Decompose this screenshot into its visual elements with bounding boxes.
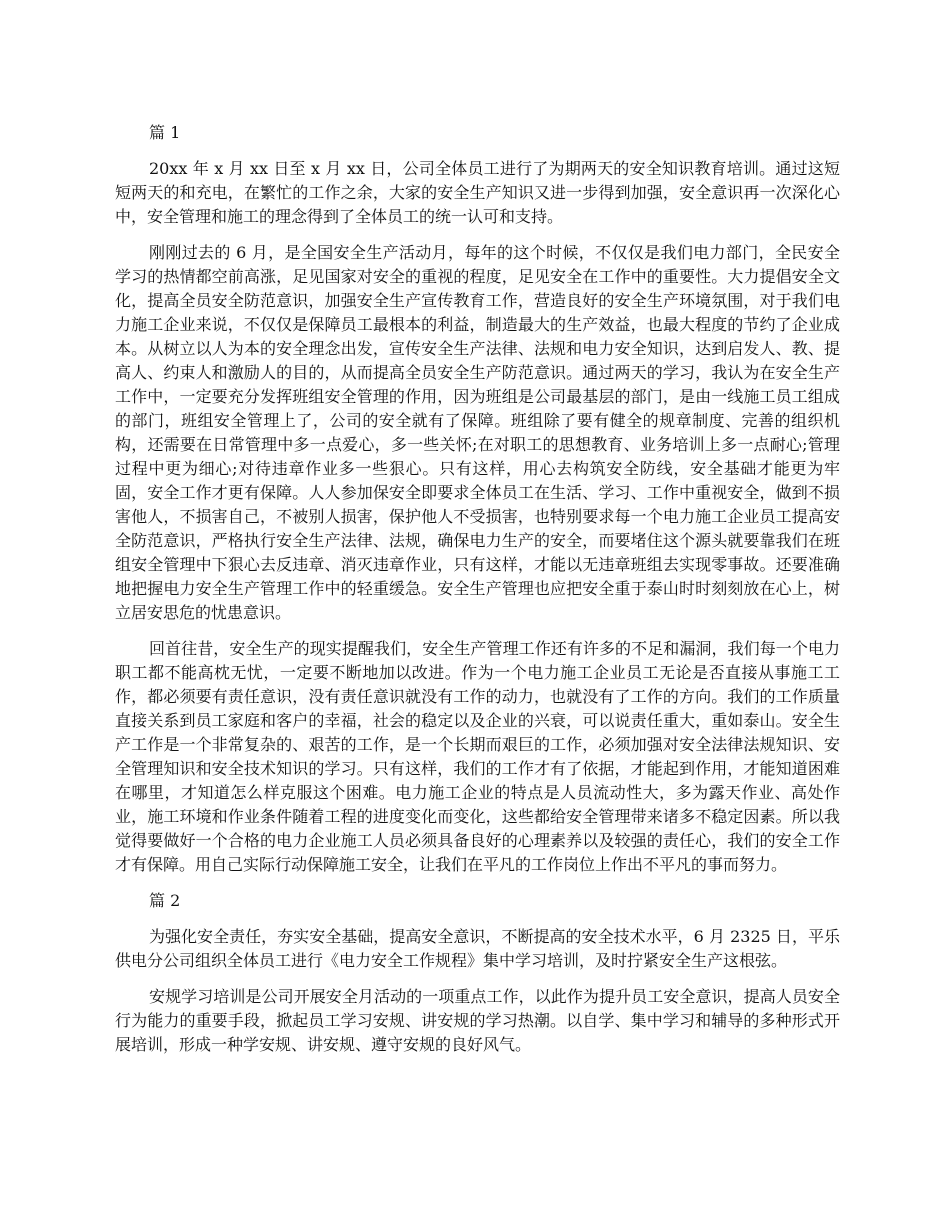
section-heading-2: 篇 2 (149, 891, 181, 910)
document-page (115, 121, 840, 1069)
section-2-paragraph-2: 安规学习培训是公司开展安全月活动的一项重点工作，以此作为提升员工安全意识，提高人员安全行为能力的重要手段，掀起员工学习安规、讲安规的学习热潮。以自学、集中学习和辅导的多种形式开展培训，形成一种学安规、讲安规、遵守安规的良好风气。 (115, 987, 840, 1054)
section-2-paragraph-1: 为强化安全责任，夯实安全基础，提高安全意识，不断提高的安全技术水平，6 月 2325 日，平乐供电分公司组织全体员工进行《电力安全工作规程》集中学习培训，及时拧紧安全生产这根弦。 (115, 927, 840, 970)
section-1-paragraph-1: 20xx 年 x 月 xx 日至 x 月 xx 日，公司全体员工进行了为期两天的安全知识教育培训。通过这短短两天的和充电，在繁忙的工作之余，大家的安全生产知识又进一步得到加强，安全意识再一次深化心中，安全管理和施工的理念得到了全体员工的统一认可和支持。 (115, 159, 840, 226)
section-heading-1: 篇 1 (149, 123, 181, 142)
section-1-paragraph-3: 回首往昔，安全生产的现实提醒我们，安全生产管理工作还有许多的不足和漏洞，我们每一个电力职工都不能高枕无忧，一定要不断地加以改进。作为一个电力施工企业员工无论是否直接从事施工工作，都必须要有责任意识，没有责任意识就没有工作的动力，也就没有了工作的方向。我们的工作质量直接关系到员工家庭和客户的幸福，社会的稳定以及企业的兴衰，可以说责任重大，重如泰山。安全生产工作是一个非常复杂的、艰苦的工作，是一个长期而艰巨的工作，必须加强对安全法律法规知识、安全管理知识和安全技术知识的学习。只有这样，我们的工作才有了依据，才能起到作用，才能知道困难在哪里，才知道怎么样克服这个困难。电力施工企业的特点是人员流动性大，多为露天作业、高处作业，施工环境和作业条件随着工程的进度变化而变化，这些都给安全管理带来诸多不稳定因素。所以我觉得要做好一个合格的电力企业施工人员必须具备良好的心理素养以及较强的责任心，我们的安全工作才有保障。用自己实际行动保障施工安全，让我们在平凡的工作岗位上作出不平凡的事而努力。 (115, 639, 840, 874)
section-1-paragraph-2: 刚刚过去的 6 月，是全国安全生产活动月，每年的这个时候，不仅仅是我们电力部门，全民安全学习的热情都空前高涨，足见国家对安全的重视的程度，足见安全在工作中的重要性。大力提倡安全文化，提高全员安全防范意识，加强安全生产宣传教育工作，营造良好的安全生产环境氛围，对于我们电力施工企业来说，不仅仅是保障员工最根本的利益，制造最大的生产效益，也最大程度的节约了企业成本。从树立以人为本的安全理念出发，宣传安全生产法律、法规和电力安全知识，达到启发人、教、提高人、约束人和激励人的目的，从而提高全员安全生产防范意识。通过两天的学习，我认为在安全生产工作中，一定要充分发挥班组安全管理的作用，因为班组是公司最基层的部门，是由一线施工员工组成的部门，班组安全管理上了，公司的安全就有了保障。班组除了要有健全的规章制度、完善的组织机构，还需要在日常管理中多一点爱心，多一些关怀;在对职工的思想教育、业务培训上多一点耐心;管理过程中更为细心;对待违章作业多一些狠心。只有这样，用心去构筑安全防线，安全基础才能更为牢固，安全工作才更有保障。人人参加保安全即要求全体员工在生活、学习、工作中重视安全，做到不损害他人，不损害自己，不被别人损害，保护他人不受损害，也特别要求每一个电力施工企业员工提高安全防范意识，严格执行安全生产法律、法规，确保电力生产的安全，而要堵住这个源头就要靠我们在班组安全管理中下狠心去反违章、消灭违章作业，只有这样，才能以无违章班组去实现零事故。还要准确地把握电力安全生产管理工作中的轻重缓急。安全生产管理也应把安全重于泰山时时刻刻放在心上，树立居安思危的忧患意识。 (115, 243, 840, 622)
